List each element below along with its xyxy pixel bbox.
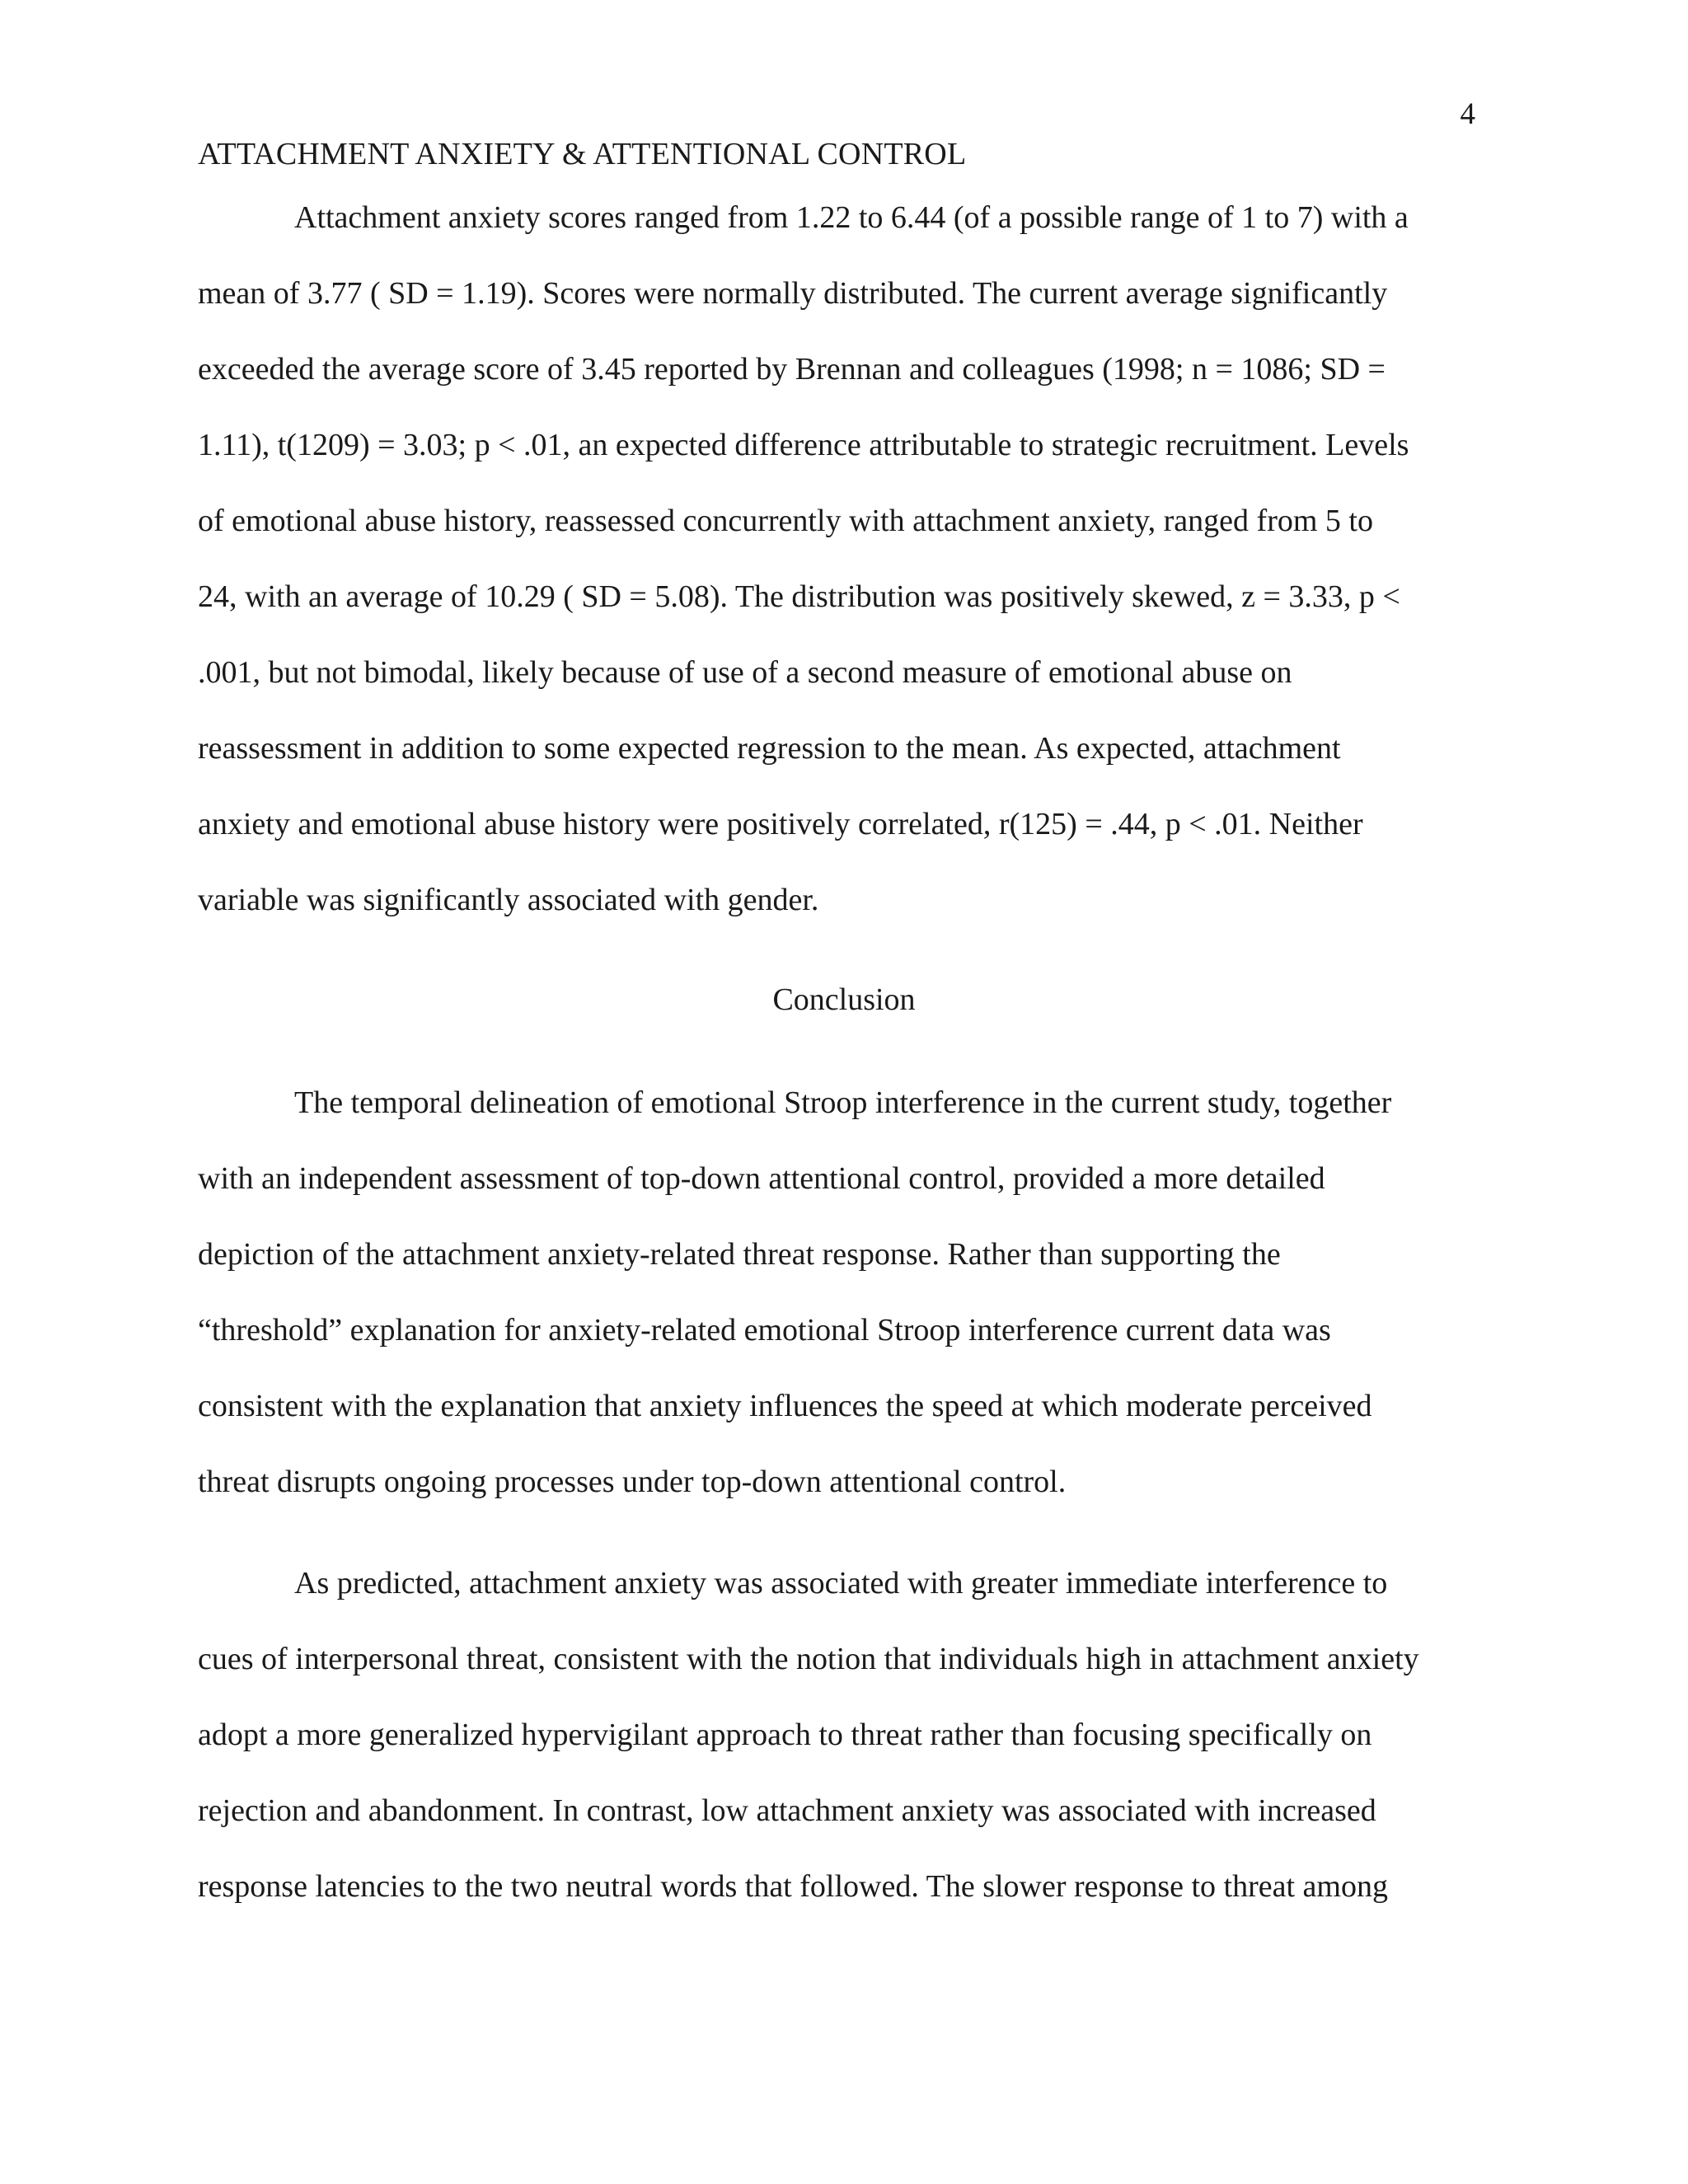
text-line: with an independent assessment of top-down attentional control, provided a more detailed xyxy=(198,1161,1325,1196)
results-paragraph xyxy=(198,180,1508,938)
section-heading: Conclusion xyxy=(772,982,916,1017)
text-line: Attachment anxiety scores ranged from 1.22 to 6.44 (of a possible range of 1 to 7) with a xyxy=(294,200,1409,235)
text-line: response latencies to the two neutral words that followed. The slower response to threat among xyxy=(198,1869,1388,1904)
conclusion-paragraph-2 xyxy=(198,1545,1508,1924)
text-line: As predicted, attachment anxiety was associated with greater immediate interference to xyxy=(294,1566,1388,1601)
text-line: anxiety and emotional abuse history were positively correlated, r(125) = .44, p < .01. Neither xyxy=(198,807,1363,841)
text-line: threat disrupts ongoing processes under top-down attentional control. xyxy=(198,1465,1067,1499)
text-line: consistent with the explanation that anxiety influences the speed at which moderate perceived xyxy=(198,1389,1372,1423)
text-line: 1.11), t(1209) = 3.03; p < .01, an expected difference attributable to strategic recruitment. Levels xyxy=(198,428,1409,462)
text-line: .001, but not bimodal, likely because of use of a second measure of emotional abuse on xyxy=(198,655,1292,690)
text-line: 24, with an average of 10.29 ( SD = 5.08). The distribution was positively skewed, z = 3.33, p < xyxy=(198,579,1400,614)
page-number: 4 xyxy=(1460,97,1475,131)
conclusion-paragraph-1 xyxy=(198,1065,1508,1520)
text-line: The temporal delineation of emotional Stroop interference in the current study, together xyxy=(294,1085,1392,1120)
text-line: cues of interpersonal threat, consistent with the notion that individuals high in attachment anxiety xyxy=(198,1642,1419,1676)
text-line: of emotional abuse history, reassessed concurrently with attachment anxiety, ranged from 5 to xyxy=(198,504,1373,538)
text-line: adopt a more generalized hypervigilant approach to threat rather than focusing specifically on xyxy=(198,1718,1372,1752)
text-line: rejection and abandonment. In contrast, low attachment anxiety was associated with increased xyxy=(198,1793,1376,1828)
running-head: ATTACHMENT ANXIETY & ATTENTIONAL CONTROL xyxy=(198,137,967,171)
text-line: mean of 3.77 ( SD = 1.19). Scores were normally distributed. The current average significantly xyxy=(198,276,1388,311)
text-line: depiction of the attachment anxiety-related threat response. Rather than supporting the xyxy=(198,1237,1281,1272)
text-line: “threshold” explanation for anxiety-related emotional Stroop interference current data was xyxy=(198,1313,1331,1347)
text-line: reassessment in addition to some expected regression to the mean. As expected, attachment xyxy=(198,731,1341,766)
text-line: variable was significantly associated with gender. xyxy=(198,883,819,917)
text-line: exceeded the average score of 3.45 reported by Brennan and colleagues (1998; n = 1086; SD = xyxy=(198,352,1386,387)
